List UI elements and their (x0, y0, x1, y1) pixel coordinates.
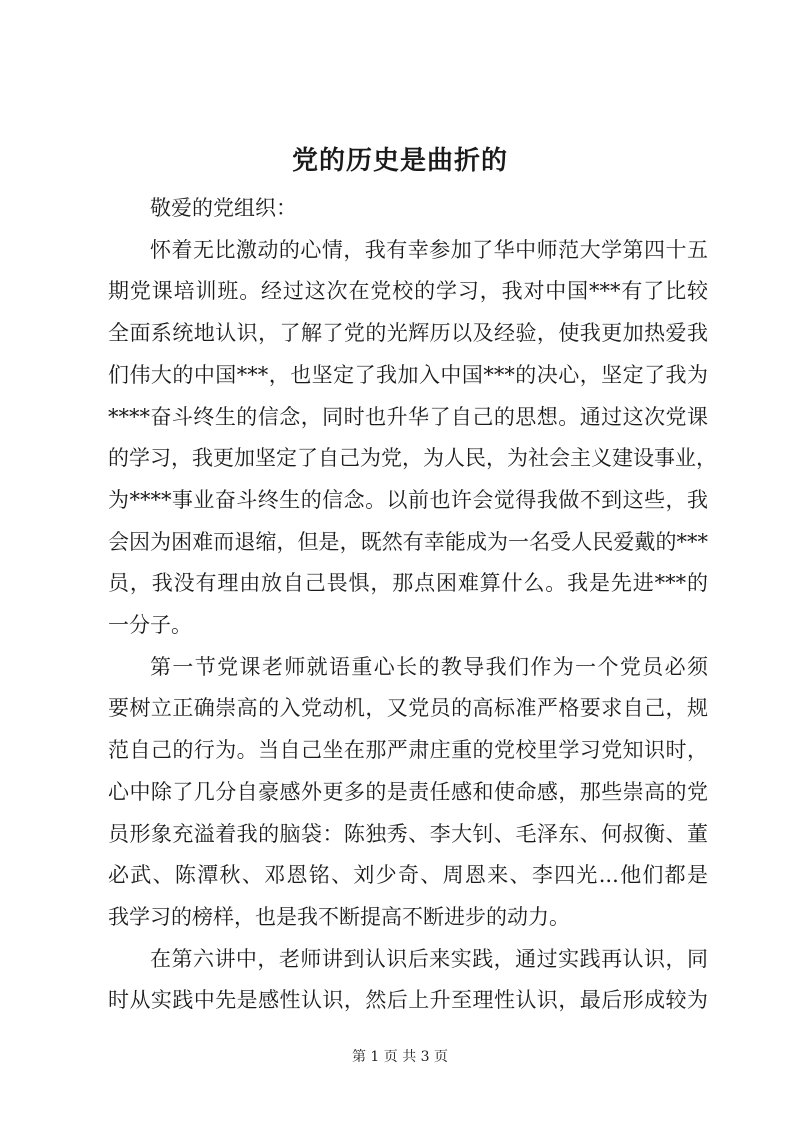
paragraph-3 (108, 939, 708, 1022)
paragraph-line: 的学习，我更加坚定了自己为党，为人民，为社会主义建设事业， (108, 446, 717, 471)
paragraph-line: 怀着无比激动的心情，我有幸参加了华中师范大学第四十五 (150, 237, 708, 262)
document-body (108, 188, 717, 1022)
paragraph-1 (108, 230, 717, 647)
paragraph-line: 心中除了几分自豪感外更多的是责任感和使命感，那些崇高的党 (108, 779, 708, 804)
paragraph-line: 会因为困难而退缩，但是，既然有幸能成为一名受人民爱戴的*** (108, 529, 708, 554)
paragraph-line: 在第六讲中，老师讲到认识后来实践，通过实践再认识，同 (150, 946, 708, 971)
paragraph-line: 我学习的榜样，也是我不断提高不断进步的动力。 (108, 904, 570, 929)
paragraph-2 (108, 647, 708, 939)
paragraph-line: 时从实践中先是感性认识，然后上升至理性认识，最后形成较为 (108, 988, 708, 1013)
paragraph-line: 期党课培训班。经过这次在党校的学习，我对中国***有了比较 (108, 279, 708, 304)
paragraph-line: 全面系统地认识，了解了党的光辉历以及经验，使我更加热爱我 (108, 321, 708, 346)
paragraph-line: 员形象充溢着我的脑袋：陈独秀、李大钊、毛泽东、何叔衡、董 (108, 821, 708, 846)
page-footer: 第 1 页 共 3 页 (351, 1049, 449, 1065)
paragraph-line: 一分子。 (108, 613, 192, 638)
document-title: 党的历史是曲折的 (291, 146, 508, 176)
paragraph-line: ****奋斗终生的信念，同时也升华了自己的思想。通过这次党课 (108, 404, 708, 429)
paragraph-line: 第一节党课老师就语重心长的教导我们作为一个党员必须 (150, 654, 708, 679)
paragraph-line: 范自己的行为。当自己坐在那严肃庄重的党校里学习党知识时， (108, 738, 708, 763)
paragraph-line: 必武、陈潭秋、邓恩铭、刘少奇、周恩来、李四光...他们都是 (108, 863, 708, 888)
paragraph-line: 要树立正确崇高的入党动机，又党员的高标准严格要求自己，规 (108, 696, 708, 721)
paragraph-line: 为****事业奋斗终生的信念。以前也许会觉得我做不到这些，我 (108, 487, 708, 512)
salutation: 敬爱的党组织： (150, 196, 297, 220)
paragraph-line: 们伟大的中国***，也坚定了我加入中国***的决心，坚定了我为 (108, 362, 708, 387)
paragraph-line: 员，我没有理由放自己畏惧，那点困难算什么。我是先进***的 (108, 571, 708, 596)
